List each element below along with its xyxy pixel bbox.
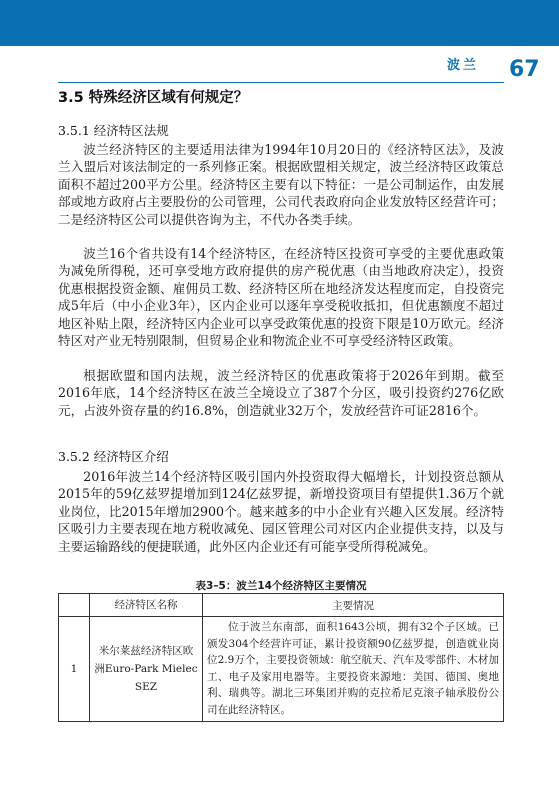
table-caption: 表3–5：波兰14个经济特区主要情况: [195, 580, 367, 592]
table-row: [59, 617, 504, 722]
sez-table: [58, 593, 504, 722]
table-header-row: [59, 594, 504, 617]
paragraph-text: 波兰16个省共设有14个经济特区，在经济特区投资可享受的主要优惠政策为减免所得税，还可享受地方政府提供的房产税优惠（由当地政府决定），投资优惠根据投资金额、雇佣员工数、经济特区所在地经济发达程度而定，自投资完成5年后（中小企业3年），区内企业可以逐年享受税收抵扣，但优惠额度不超过地区补贴上限，经济特区内企业可以享受政策优惠的投资下限是10万欧元。经济特区对产业无特别限制，但贸易企业和物流企业不可享受经济特区政策。: [58, 246, 504, 349]
row-zone-info: 位于波兰东南部，面积1643公顷，拥有32个子区域。已颁发304个经营许可证，累计投资额90亿兹罗提，创造就业岗位2.9万个，主要投资领域：航空航天、汽车及零部件、木材加工、电子及家用电器等。主要投资来源地：美国、德国、奥地利、瑞典等。湖北三环集团并购的克拉希尼克滚子轴承股份公司在此经济特区。: [203, 617, 504, 722]
paragraph-text: 根据欧盟和国内法规，波兰经济特区的优惠政策将于2026年到期。截至2016年底，14个经济特区在波兰全境设立了387个分区，吸引投资约276亿欧元，占波外资存量的约16.8%，创造就业32万个，发放经营许可证2816个。: [58, 368, 504, 418]
header-cell-name: 经济特区名称: [90, 594, 203, 617]
paragraph-expiry-stats: [58, 367, 504, 419]
section-title: 3.5 特殊经济区域有何规定？: [58, 90, 249, 106]
paragraph-text: 波兰经济特区的主要适用法律为1994年10月20日的《经济特区法》，及波兰入盟后对该法制定的一系列修正案。根据欧盟相关规定，波兰经济特区政策总面积不超过200平方公里。经济特区主要有以下特征：一是公司制运作，由发展部或地方政府占主要股份的公司管理，公司代表政府向企业发放特区经营许可；二是经济特区公司以提供咨询为主，不代办各类手续。: [58, 142, 504, 227]
paragraph-incentives: [58, 245, 504, 349]
header-color-band: [0, 0, 559, 46]
subsection-title-intro: 3.5.2 经济特区介绍: [58, 449, 169, 464]
page-number: 67: [509, 57, 540, 82]
row-number: 1: [59, 617, 90, 722]
paragraph-legal-basis: [58, 141, 504, 228]
header-cell-info: 主要情况: [203, 594, 504, 617]
header-country: 波兰: [447, 58, 480, 73]
row-zone-name: 米尔莱兹经济特区欧洲Euro-Park Mielec SEZ: [90, 617, 203, 722]
paragraph-text: 2016年波兰14个经济特区吸引国内外投资取得大幅增长，计划投资总额从2015年的59亿兹罗提增加到124亿兹罗提，新增投资项目有望提供1.36万个就业岗位，比2015年增加2900个。越来越多的中小企业有兴趣入区发展。经济特区吸引力主要表现在地方税收减免、园区管理公司对区内企业提供支持，以及与主要运输路线的便捷联通，此外区内企业还有可能享受所得税减免。: [58, 469, 504, 554]
paragraph-2016-growth: [58, 468, 504, 555]
subsection-title-legal: 3.5.1 经济特区法规: [58, 123, 169, 138]
header-cell-number: [59, 594, 90, 617]
header-rule: [58, 82, 504, 83]
